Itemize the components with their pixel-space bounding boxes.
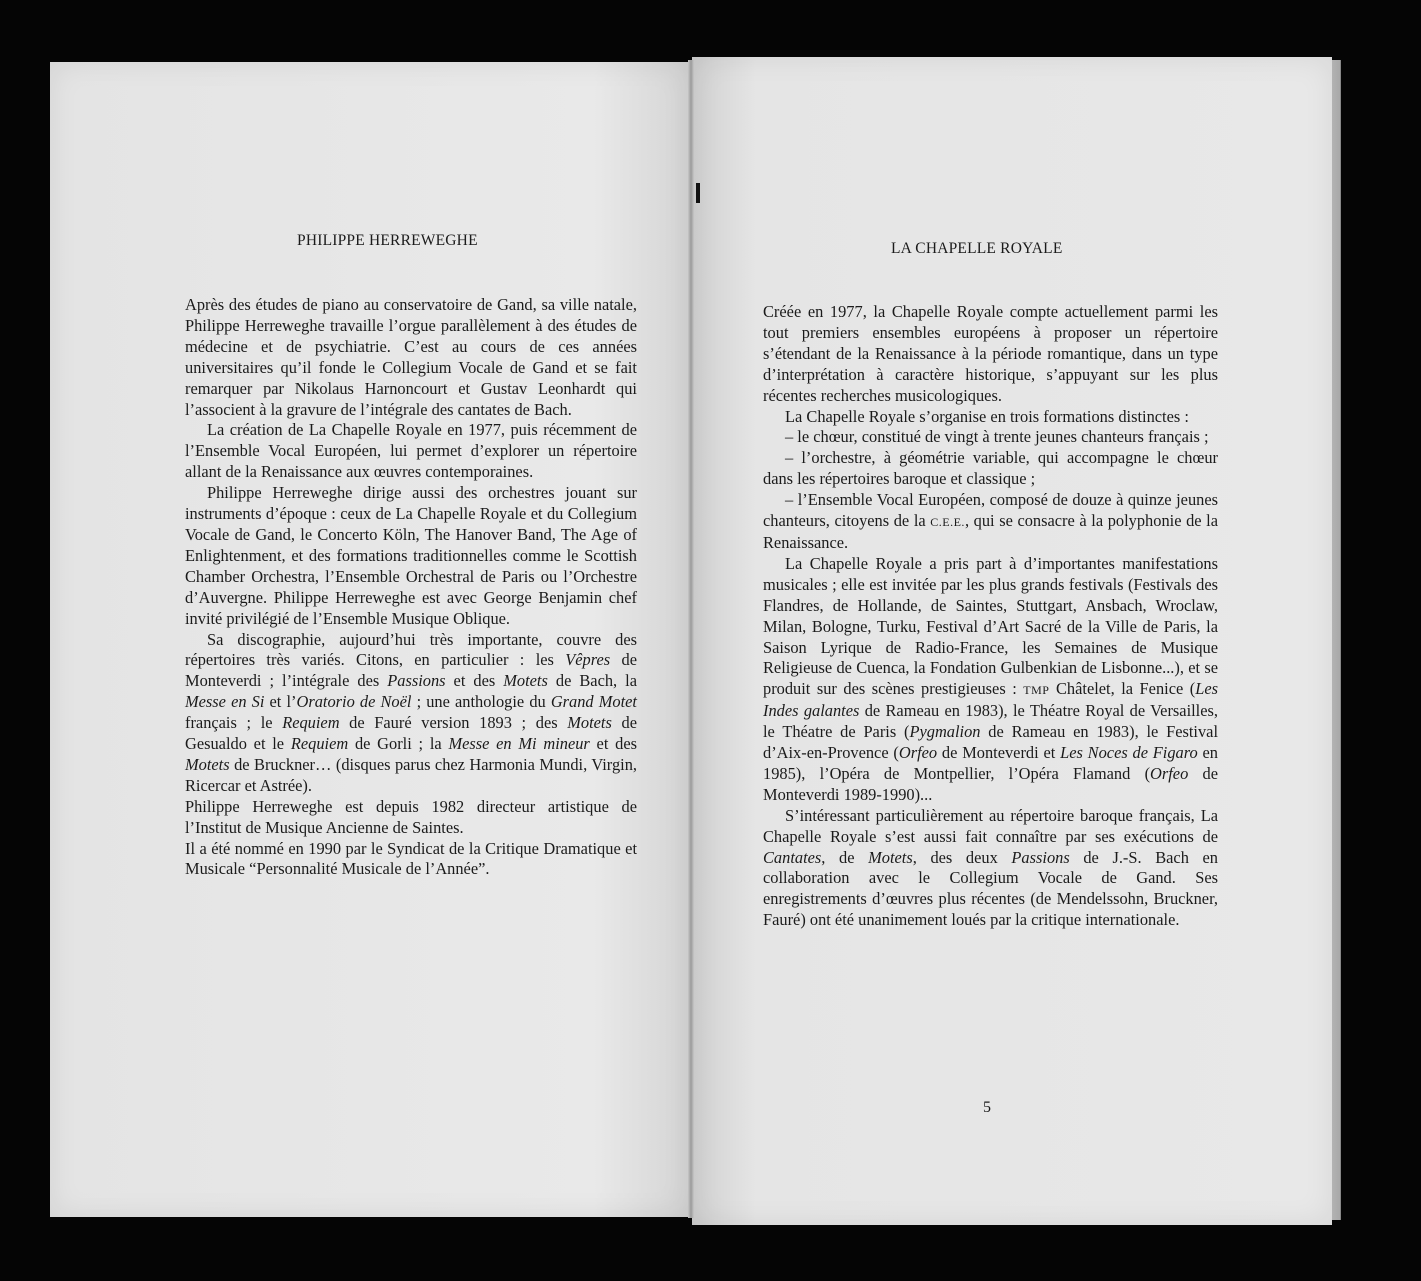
text-run: ; une anthologie du xyxy=(411,692,551,712)
text-run: de Gesualdo et le xyxy=(185,713,637,754)
text-run: La Chapelle Royale s’organise en trois formations distinctes : xyxy=(785,406,1189,426)
text-run: Philippe Herreweghe dirige aussi des orchestres jouant sur instruments d’époque : ceux de La Chapelle Royale et du Collegium Vocale de Gand, le Concerto Köln, The Hanover Band, The Age of Enlightenment, et des formations traditionnelles comme le Scottish Chamber Orchestra, l’Ensemble Orchestral de Paris ou l’Orchestre d’Auvergne. Philippe Herreweghe est avec George Benjamin chef invité privilégié de l’Ensemble Musique Oblique. xyxy=(185,483,637,628)
text-run: en 1985), l’Opéra de Montpellier, l’Opéra Flamand ( xyxy=(763,743,1218,783)
italic-title: Oratorio de Noël xyxy=(296,692,412,712)
italic-title: Motets xyxy=(503,671,548,691)
italic-title: Vêpres xyxy=(565,650,611,670)
italic-title: Requiem xyxy=(282,713,340,733)
text-run: de J.-S. Bach en collaboration avec le Collegium Vocale de Gand. Ses enregistrements d’œuvres plus récentes (de Mendelssohn, Bruckner, Fauré) ont été unanimement loués par la critique internationale. xyxy=(763,847,1218,930)
italic-title: Les Indes galantes xyxy=(763,679,1218,721)
text-run: de Rameau en 1983), le Festival d’Aix-en-Provence ( xyxy=(763,722,1218,763)
text-run: Philippe Herreweghe est depuis 1982 directeur artistique de l’Institut de Musique Ancienne de Saintes. xyxy=(185,796,637,837)
text-run: de Monteverdi ; l’intégrale des xyxy=(185,650,637,691)
paragraph xyxy=(185,483,637,629)
italic-title: Passions xyxy=(387,671,446,691)
small-caps-text: TMP xyxy=(1023,683,1050,698)
italic-title: Motets xyxy=(868,847,913,867)
italic-title: Messe en Mi mineur xyxy=(448,734,590,754)
small-caps-text: C.E.E. xyxy=(930,515,965,530)
italic-title: Pygmalion xyxy=(909,722,981,742)
page-number: 5 xyxy=(983,1099,991,1116)
text-run: de Bruckner… (disques parus chez Harmonia Mundi, Virgin, Ricercar et Astrée). xyxy=(185,754,637,795)
book-gutter xyxy=(688,60,694,1218)
italic-title: Orfeo xyxy=(898,743,938,763)
page-title-right: LA CHAPELLE ROYALE xyxy=(891,240,1063,257)
paragraph xyxy=(185,797,637,839)
text-run: de Rameau en 1983), le Théatre Royal de Versailles, le Théatre de Paris ( xyxy=(763,701,1218,742)
paragraph xyxy=(763,302,1218,407)
text-run: et des xyxy=(589,734,637,754)
text-run: – l’Ensemble Vocal Européen, composé de douze à quinze jeunes chanteurs, citoyens de la xyxy=(763,490,1218,531)
text-run: de Gorli ; la xyxy=(348,734,449,754)
italic-title: Motets xyxy=(567,713,612,733)
italic-title: Messe en Si xyxy=(185,692,265,712)
italic-title: Les Noces de Figaro xyxy=(1060,743,1198,763)
paragraph xyxy=(763,448,1218,490)
italic-title: Orfeo xyxy=(1150,763,1189,783)
text-run: , des deux xyxy=(912,847,1012,867)
paragraph xyxy=(185,839,637,881)
paragraph xyxy=(185,295,637,420)
text-run: français ; le xyxy=(185,713,283,733)
italic-title: Requiem xyxy=(290,734,349,754)
text-run: La Chapelle Royale a pris part à d’importantes manifestations musicales ; elle est invitée par les plus grands festivals (Festivals des Flandres, de Hollande, de Saintes, Stuttgart, Ansbach, Wroclaw, Milan, Bologne, Turku, Festival d’Art Sacré de la Ville de Paris, la Saison Lyrique de Radio-France, les Semaines de Musique Religieuse de Cuenca, la Fondation Gulbenkian de Lisbonne...), et se produit sur des scènes prestigieuses : xyxy=(763,553,1218,699)
text-run: Châtelet, la Fenice ( xyxy=(1049,679,1196,699)
text-run: – le chœur, constitué de vingt à trente jeunes chanteurs français ; xyxy=(785,427,1209,447)
italic-title: Cantates xyxy=(763,847,822,867)
text-run: Il a été nommé en 1990 par le Syndicat de la Critique Dramatique et Musicale “Personnalité Musicale de l’Année”. xyxy=(185,838,637,879)
paragraph xyxy=(763,407,1218,428)
text-run: – l’orchestre, à géométrie variable, qui accompagne le chœur dans les répertoires baroque et classique ; xyxy=(763,448,1218,489)
text-run: Créée en 1977, la Chapelle Royale compte actuellement parmi les tout premiers ensembles européens à proposer un répertoire s’étendant de la Renaissance à la période romantique, dans un type d’interprétation à caractère historique, s’appuyant sur les plus récentes recherches musicologiques. xyxy=(763,302,1218,405)
paragraph xyxy=(185,420,637,483)
text-run: de Monteverdi 1989-1990)... xyxy=(763,763,1218,804)
show-through-text xyxy=(200,157,208,191)
italic-title: Grand Motet xyxy=(550,692,637,712)
text-run: S’intéressant particulièrement au répertoire baroque français, La Chapelle Royale s’est aussi fait connaître par ses exécutions de xyxy=(763,805,1218,846)
text-run: et l’ xyxy=(264,692,297,712)
text-run: de Fauré version 1893 ; des xyxy=(339,713,568,733)
left-body-text xyxy=(185,295,637,880)
paragraph xyxy=(763,490,1218,554)
text-run: de Monteverdi et xyxy=(937,743,1061,763)
binding-mark xyxy=(696,183,700,203)
text-run: , qui se consacre à la polyphonie de la Renaissance. xyxy=(763,511,1218,552)
text-run: et des xyxy=(445,671,504,691)
paragraph xyxy=(185,630,637,797)
paragraph xyxy=(763,806,1218,931)
text-run: Après des études de piano au conservatoire de Gand, sa ville natale, Philippe Herreweghe travaille l’orgue parallèlement à des études de médecine et de psychiatrie. C’est au cours de ces années universitaires qu’il fonde le Collegium Vocale de Gand et se fait remarquer par Nikolaus Harnoncourt et Gustav Leonhardt qui l’associent à la gravure de l’intégrale des cantates de Bach. xyxy=(185,295,637,419)
text-run: , de xyxy=(821,847,869,867)
paragraph xyxy=(763,554,1218,806)
right-body-text xyxy=(763,302,1218,931)
page-title-left: PHILIPPE HERREWEGHE xyxy=(297,232,478,249)
text-run: Sa discographie, aujourd’hui très importante, couvre des répertoires très variés. Citons, en particulier : les xyxy=(185,629,637,670)
text-run: de Bach, la xyxy=(547,671,637,691)
paragraph xyxy=(763,427,1218,448)
text-run: La création de La Chapelle Royale en 1977, puis récemment de l’Ensemble Vocal Européen, lui permet d’explorer un répertoire allant de la Renaissance aux œuvres contemporaines. xyxy=(185,420,637,482)
italic-title: Passions xyxy=(1011,847,1070,867)
italic-title: Motets xyxy=(185,754,230,774)
